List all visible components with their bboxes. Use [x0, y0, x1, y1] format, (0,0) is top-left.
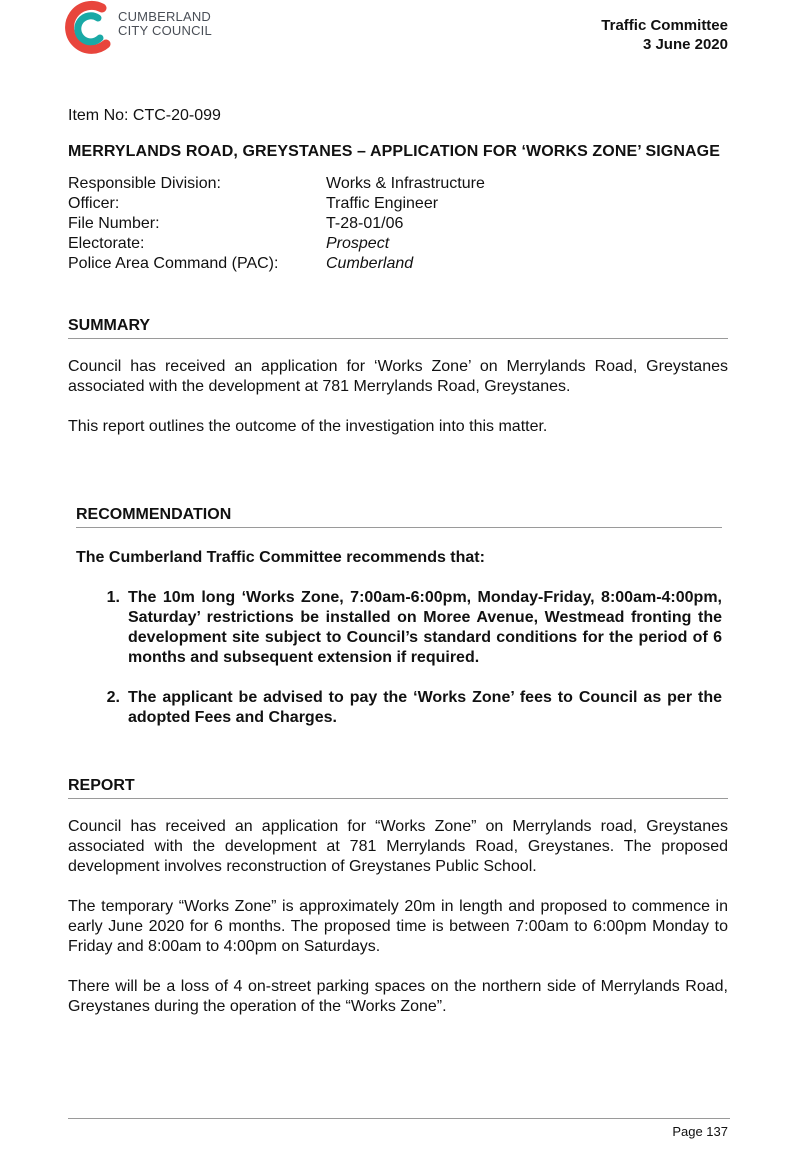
logo-wordmark — [118, 10, 212, 38]
metadata-key: Responsible Division: — [68, 175, 221, 192]
recommendation-list — [76, 588, 722, 728]
header-meta — [601, 16, 728, 54]
meeting-date: 3 June 2020 — [642, 36, 728, 53]
metadata-row — [68, 254, 728, 274]
council-logo — [58, 0, 218, 58]
report-title: MERRYLANDS ROAD, GREYSTANES – APPLICATION FOR ‘WORKS ZONE’ SIGNAGE — [68, 143, 720, 160]
cumberland-c-logo-icon — [58, 0, 116, 58]
recommendation-text: The 10m long ‘Works Zone, 7:00am-6:00pm, Monday-Friday, 8:00am-4:00pm, Saturday’ restrictions be installed on Moree Avenue, Westmead fronting the development site subject to Council’s standard conditions for the period of 6 months and subsequent extension if required. — [128, 589, 722, 666]
report-paragraph: Council has received an application for “Works Zone” on Merrylands road, Greystanes associated with the development at 781 Merrylands Road, Greystanes. The proposed development involves reconstruction of Greystanes Public School. — [68, 818, 728, 875]
report-paragraphs — [68, 817, 728, 1017]
metadata-value: T-28-01/06 — [326, 215, 404, 232]
report-metadata — [68, 174, 728, 274]
summary-paragraph-2: This report outlines the outcome of the investigation into this matter. — [68, 418, 548, 435]
report-paragraph: There will be a loss of 4 on-street parking spaces on the northern side of Merrylands Road, Greystanes during the operation of the “Works Zone”. — [68, 978, 728, 1015]
metadata-value: Traffic Engineer — [326, 195, 439, 212]
summary-heading: SUMMARY — [68, 316, 728, 339]
recommendation-box — [76, 505, 722, 728]
report-body — [68, 106, 728, 1017]
metadata-row — [68, 174, 728, 194]
committee-name: Traffic Committee — [601, 17, 728, 34]
logo-line-2: CITY COUNCIL — [118, 23, 212, 38]
metadata-key: Electorate: — [68, 235, 145, 252]
recommendation-lead: The Cumberland Traffic Committee recommends that: — [76, 549, 485, 566]
metadata-row — [68, 214, 728, 234]
report-paragraph: The temporary “Works Zone” is approximately 20m in length and proposed to commence in early June 2020 for 6 months. The proposed time is between 7:00am to 6:00pm Monday to Friday and 8:00am to 4:00pm on Saturdays. — [68, 898, 728, 955]
summary-paragraph-1: Council has received an application for ‘Works Zone’ on Merrylands Road, Greystanes associated with the development at 781 Merrylands Road, Greystanes. — [68, 358, 728, 395]
metadata-row — [68, 194, 728, 214]
metadata-value: Cumberland — [326, 255, 414, 272]
metadata-row — [68, 234, 728, 254]
recommendation-number: 2. — [106, 689, 120, 706]
metadata-key: File Number: — [68, 215, 160, 232]
recommendation-number: 1. — [106, 589, 120, 606]
metadata-key: Police Area Command (PAC): — [68, 255, 279, 272]
report-heading: REPORT — [68, 776, 728, 799]
metadata-value: Prospect — [326, 235, 390, 252]
metadata-value: Works & Infrastructure — [326, 175, 485, 192]
recommendation-heading: RECOMMENDATION — [76, 505, 722, 528]
recommendation-item — [76, 588, 722, 668]
page-number: Page 137 — [672, 1124, 728, 1139]
footer-rule — [68, 1118, 730, 1119]
item-number: Item No: CTC-20-099 — [68, 107, 221, 124]
logo-line-1: CUMBERLAND — [118, 9, 212, 24]
recommendation-item — [76, 688, 722, 728]
metadata-key: Officer: — [68, 195, 120, 212]
recommendation-text: The applicant be advised to pay the ‘Works Zone’ fees to Council as per the adopted Fees and Charges. — [128, 689, 722, 726]
